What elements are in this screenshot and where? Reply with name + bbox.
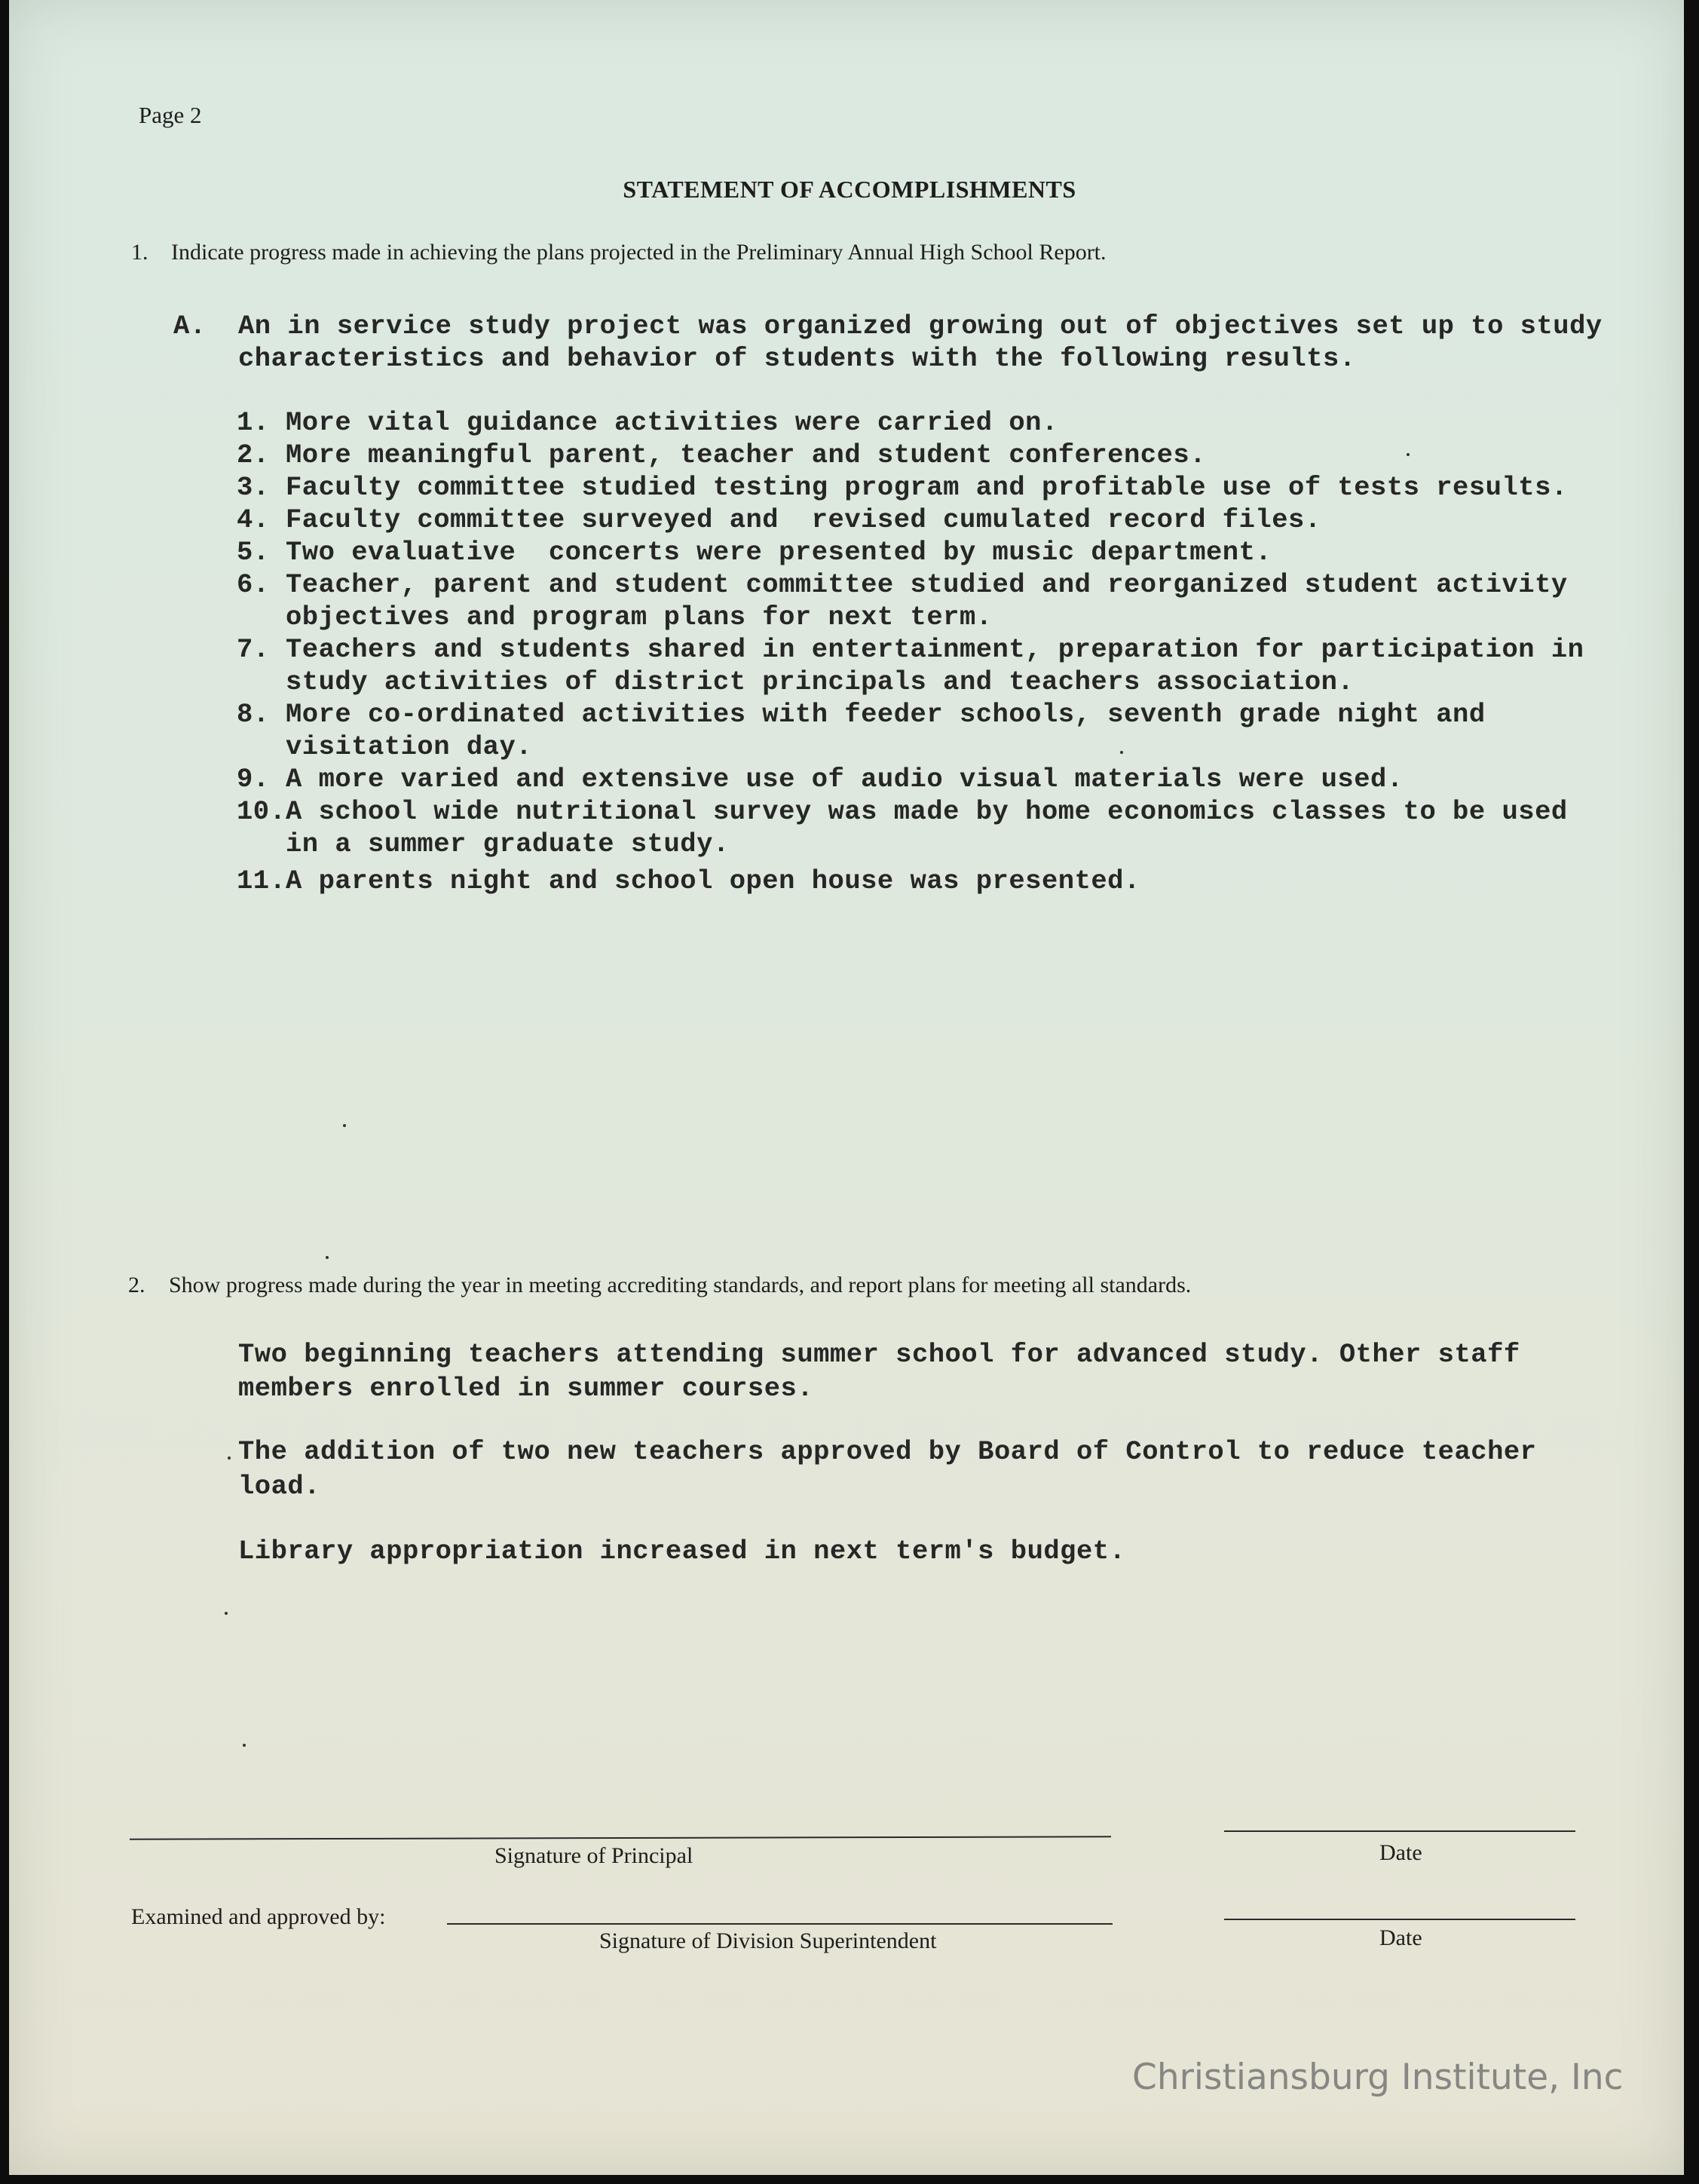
list-item-text: More co-ordinated activities with feeder schools, seventh grade night and [286, 699, 1486, 730]
list-item-number: 11. [237, 865, 286, 896]
superintendent-signature-line [447, 1923, 1113, 1925]
archive-watermark: Christiansburg Institute, Inc [1132, 2057, 1624, 2098]
list-item-number: 6. [237, 569, 270, 600]
examined-label: Examined and approved by: [131, 1904, 386, 1929]
list-item-text: A more varied and extensive use of audio visual materials were used. [286, 764, 1404, 795]
list-item-number: 1. [237, 407, 270, 438]
list-item-text: Faculty committee studied testing program and profitable use of tests results. [286, 472, 1568, 503]
page-title: STATEMENT OF ACCOMPLISHMENTS [623, 176, 1076, 203]
stray-mark [243, 1744, 246, 1747]
list-item-number: 7. [237, 634, 270, 665]
list-item-text: Teacher, parent and student committee studied and reorganized student activity [286, 569, 1568, 600]
answer-2-paragraph-1-line-2: members enrolled in summer courses. [238, 1373, 814, 1404]
answer-2-paragraph-3: Library appropriation increased in next term's budget. [238, 1536, 1126, 1567]
list-item-text: Two evaluative concerts were presented by music department. [286, 537, 1272, 568]
date-line-1 [1224, 1830, 1575, 1832]
list-item-number: 9. [237, 764, 270, 795]
question-2-number: 2. [128, 1273, 145, 1297]
date-line-2 [1224, 1919, 1575, 1920]
list-item-text: Teachers and students shared in entertainment, preparation for participation in [286, 634, 1584, 665]
list-item-text-continued: study activities of district principals and teachers association. [286, 666, 1355, 697]
superintendent-signature-caption: Signature of Division Superintendent [599, 1928, 937, 1953]
list-item-number: 5. [237, 537, 270, 568]
list-item-number: 4. [237, 504, 270, 535]
stray-mark [1407, 453, 1410, 456]
answer-2-paragraph-2-line-1: The addition of two new teachers approved by Board of Control to reduce teacher [238, 1436, 1537, 1467]
list-item-number: 3. [237, 472, 270, 503]
section-a-intro-line-1: An in service study project was organized growing out of objectives set up to study [238, 311, 1603, 342]
list-item-text-continued: visitation day. [286, 731, 533, 762]
date-caption-2: Date [1379, 1925, 1422, 1950]
stray-mark [326, 1256, 329, 1259]
question-2-text: Show progress made during the year in meeting accrediting standards, and report plans for meeting all standards. [169, 1273, 1192, 1297]
document-page [9, 0, 1684, 2175]
principal-signature-line [130, 1836, 1111, 1839]
question-1-number: 1. [131, 240, 148, 265]
stray-mark [228, 1457, 231, 1460]
section-a-intro-line-2: characteristics and behavior of students with the following results. [238, 343, 1356, 374]
list-item-number: 10. [237, 796, 286, 827]
list-item-number: 8. [237, 699, 270, 730]
list-item-text-continued: in a summer graduate study. [286, 829, 730, 859]
list-item-text: A parents night and school open house was presented. [286, 865, 1140, 896]
section-a-label: A. [173, 311, 207, 342]
stray-mark [1120, 751, 1123, 754]
stray-mark [343, 1124, 346, 1127]
page-number: Page 2 [139, 102, 202, 128]
date-caption-1: Date [1379, 1840, 1422, 1865]
list-item-text: A school wide nutritional survey was made by home economics classes to be used [286, 796, 1568, 827]
stray-mark [225, 1612, 228, 1615]
list-item-text: More vital guidance activities were carried on. [286, 407, 1058, 438]
list-item-number: 2. [237, 440, 270, 470]
answer-2-paragraph-2-line-2: load. [238, 1471, 321, 1502]
list-item-text: More meaningful parent, teacher and student conferences. [286, 440, 1206, 470]
results-list [237, 406, 1593, 904]
list-item-text-continued: objectives and program plans for next term. [286, 602, 993, 633]
principal-signature-caption: Signature of Principal [494, 1843, 693, 1868]
answer-2-paragraph-1-line-1: Two beginning teachers attending summer school for advanced study. Other staff [238, 1339, 1520, 1370]
list-item-text: Faculty committee surveyed and revised cumulated record files. [286, 504, 1321, 535]
question-1-text: Indicate progress made in achieving the plans projected in the Preliminary Annual High School Report. [171, 240, 1107, 265]
